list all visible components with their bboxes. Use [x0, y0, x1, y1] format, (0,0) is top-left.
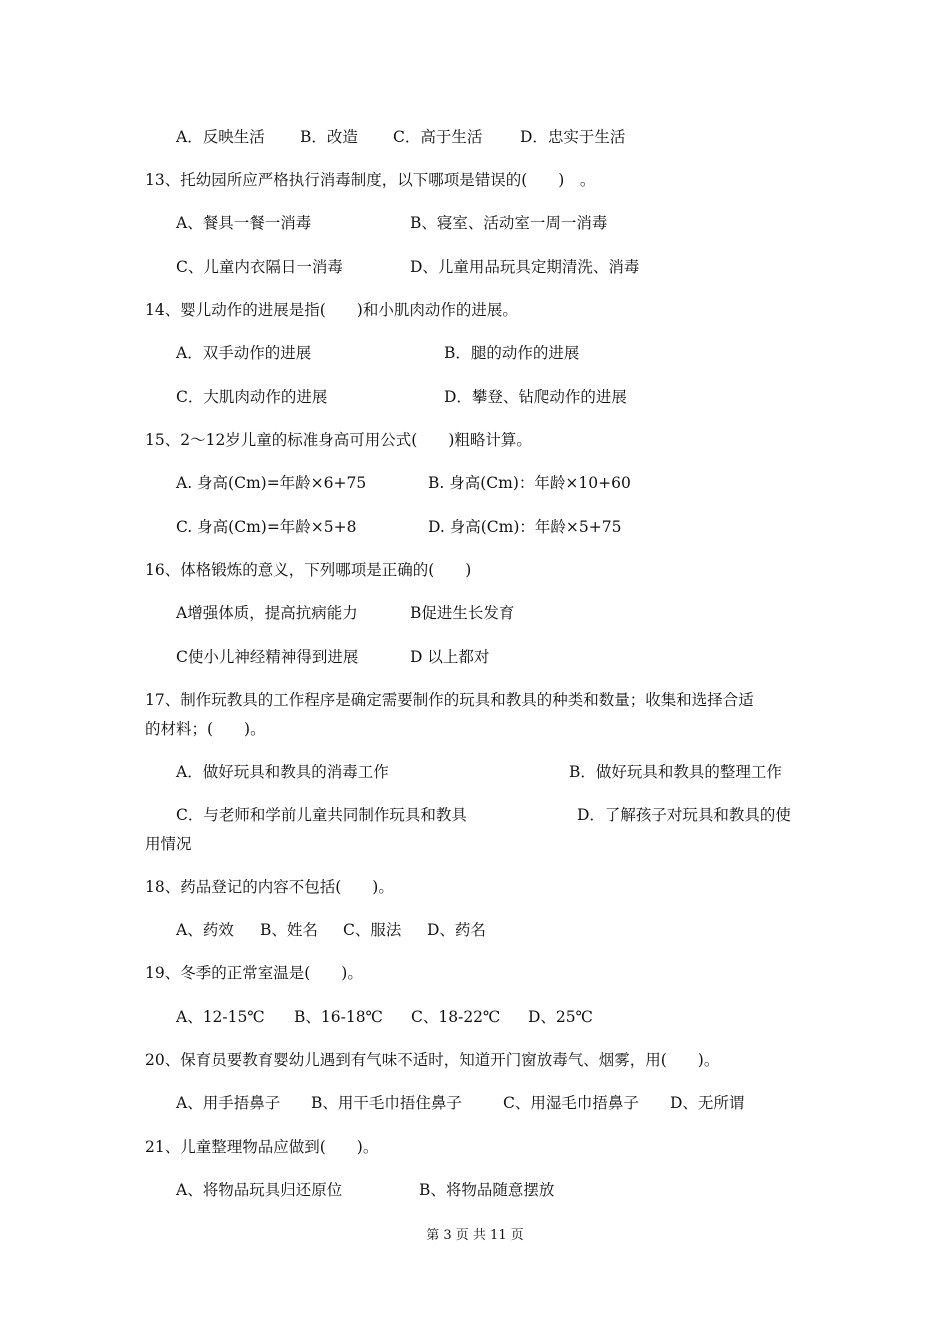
- option-a: A．做好玩具和教具的消毒工作: [176, 763, 389, 781]
- option-d: D、药名: [427, 921, 486, 939]
- option-b: B、寝室、活动室一周一消毒: [410, 214, 608, 232]
- option-d: D. 身高(Cm)：年龄×5+75: [428, 518, 622, 536]
- option-b: B、用干毛巾捂住鼻子: [311, 1094, 462, 1112]
- option-a: A．双手动作的进展: [176, 344, 312, 362]
- option-a: A、药效: [176, 921, 234, 939]
- option-a: A. 身高(Cm)=年龄×6+75: [176, 474, 367, 492]
- option-b: B促进生长发育: [410, 604, 515, 622]
- option-d-wrap: 用情况: [145, 835, 192, 853]
- option-c: C．与老师和学前儿童共同制作玩具和教具: [176, 806, 467, 824]
- q17-stem-line2: 的材料；( )。: [145, 720, 266, 738]
- option-d: D、25℃: [528, 1008, 593, 1026]
- option-d: D 以上都对: [410, 648, 490, 666]
- option-b: B、16-18℃: [294, 1008, 383, 1026]
- option-a: A增强体质，提高抗病能力: [176, 604, 358, 622]
- option-d: D、儿童用品玩具定期清洗、消毒: [410, 258, 640, 276]
- option-b: B、姓名: [260, 921, 318, 939]
- option-b: B．做好玩具和教具的整理工作: [569, 763, 782, 781]
- option-c: C. 身高(Cm)=年龄×5+8: [176, 518, 357, 536]
- option-d: D．攀登、钻爬动作的进展: [444, 388, 627, 406]
- option-a: A、将物品玩具归还原位: [176, 1181, 343, 1199]
- option-a: A、餐具一餐一消毒: [176, 214, 312, 232]
- option-c: C、儿童内衣隔日一消毒: [176, 258, 343, 276]
- option-c: C．大肌肉动作的进展: [176, 388, 328, 406]
- q17-stem-line1: 17、制作玩教具的工作程序是确定需要制作的玩具和教具的种类和数量；收集和选择合适: [145, 691, 754, 709]
- option-c: C、18-22℃: [411, 1008, 501, 1026]
- q21-stem: 21、儿童整理物品应做到( )。: [145, 1138, 379, 1156]
- option-d: D．忠实于生活: [520, 128, 626, 146]
- option-a: A、用手捂鼻子: [176, 1094, 281, 1112]
- q14-stem: 14、婴儿动作的进展是指( )和小肌肉动作的进展。: [145, 301, 518, 319]
- option-c: C．高于生活: [393, 128, 483, 146]
- q20-stem: 20、保育员要教育婴幼儿遇到有气味不适时，知道开门窗放毒气、烟雾，用( )。: [145, 1051, 720, 1069]
- option-d: D、无所谓: [670, 1094, 745, 1112]
- q13-stem: 13、托幼园所应严格执行消毒制度，以下哪项是错误的( ) 。: [145, 171, 596, 189]
- option-b: B．腿的动作的进展: [444, 344, 580, 362]
- option-b: B．改造: [300, 128, 358, 146]
- option-a: A、12-15℃: [176, 1008, 265, 1026]
- q18-stem: 18、药品登记的内容不包括( )。: [145, 878, 394, 896]
- option-b: B、将物品随意摆放: [419, 1181, 555, 1199]
- option-a: A．反映生活: [176, 128, 265, 146]
- page-footer: 第 3 页 共 11 页: [426, 1228, 524, 1243]
- q15-stem: 15、2～12岁儿童的标准身高可用公式( )粗略计算。: [145, 431, 532, 449]
- q16-stem: 16、体格锻炼的意义，下列哪项是正确的( ): [145, 561, 472, 579]
- option-c: C、服法: [343, 921, 402, 939]
- option-b: B. 身高(Cm)：年龄×10+60: [428, 474, 631, 492]
- option-d: D．了解孩子对玩具和教具的使: [577, 806, 791, 824]
- option-c: C使小儿神经精神得到进展: [176, 648, 359, 666]
- option-c: C、用湿毛巾捂鼻子: [503, 1094, 639, 1112]
- q19-stem: 19、冬季的正常室温是( )。: [145, 964, 363, 982]
